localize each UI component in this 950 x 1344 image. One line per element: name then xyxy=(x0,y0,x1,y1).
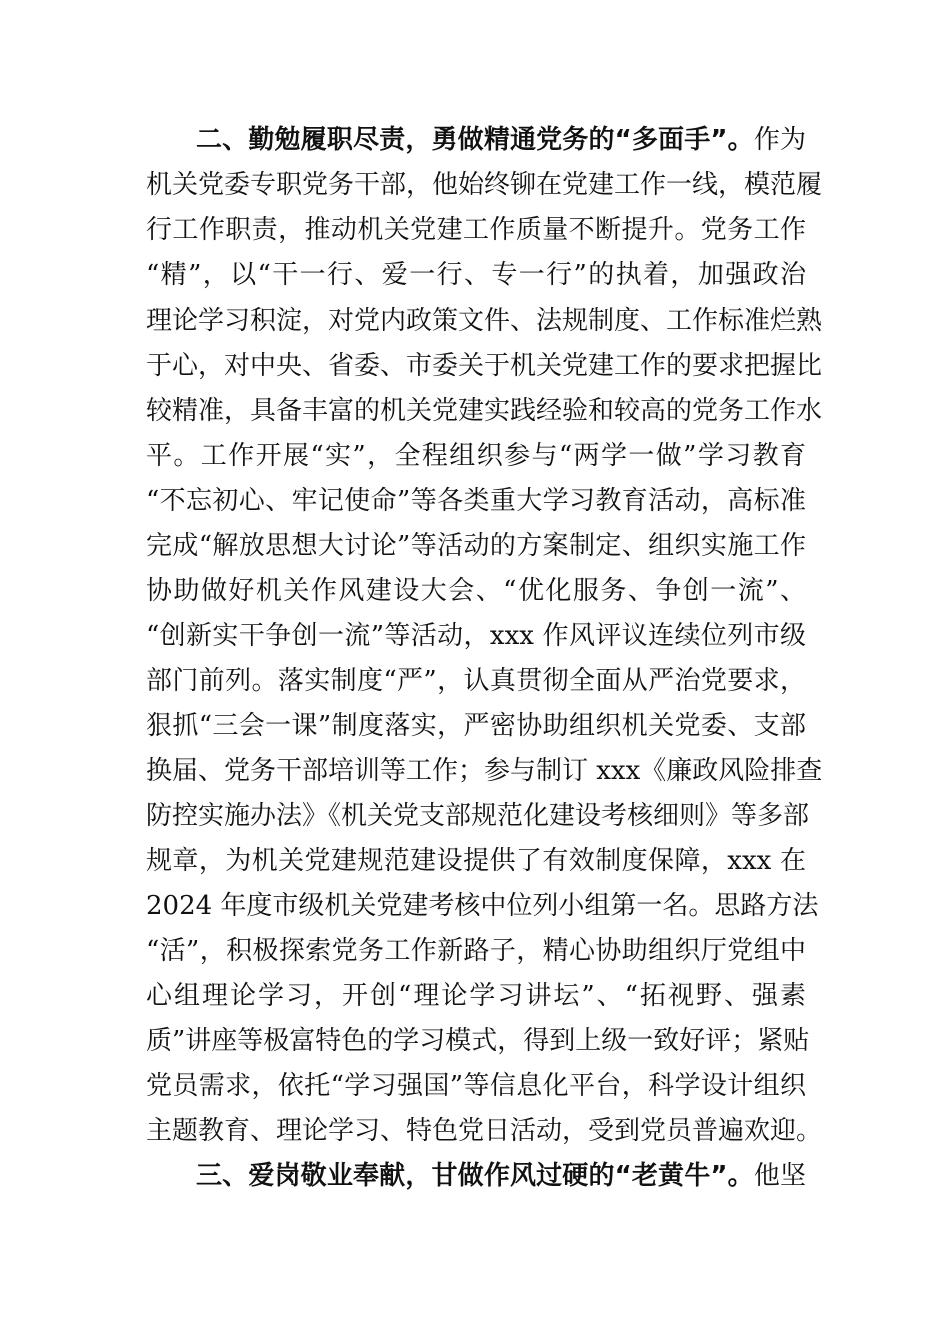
paragraph-line: 理论学习积淀，对党内政策文件、法规制度、工作标准烂熟 xyxy=(146,306,823,336)
paragraph-line: 2024 年度市级机关党建考核中位列小组第一名。思路方法 xyxy=(146,891,819,921)
section-2-heading: 二、勤勉履职尽责，勇做精通党务的“多面手”。 xyxy=(196,125,754,155)
section-3-text: 他坚 xyxy=(753,1161,806,1191)
paragraph-line: 于心，对中央、省委、市委关于机关党建工作的要求把握比 xyxy=(146,351,823,381)
section-2-line-1 xyxy=(196,125,806,155)
paragraph-line: 换届、党务干部培训等工作；参与制订 xxx《廉政风险排查 xyxy=(146,756,823,786)
paragraph-line: 协助做好机关作风建设大会、“优化服务、争创一流”、 xyxy=(146,576,806,606)
paragraph-line: 心组理论学习，开创“理论学习讲坛”、“拓视野、强素 xyxy=(146,981,806,1011)
paragraph-line: 规章，为机关党建规范建设提供了有效制度保障，xxx 在 xyxy=(146,846,806,876)
paragraph-line: 部门前列。落实制度“严”，认真贯彻全面从严治党要求， xyxy=(146,666,806,696)
paragraph-line: “创新实干争创一流”等活动，xxx 作风评议连续位列市级 xyxy=(146,621,806,651)
paragraph-line: “活”，积极探索党务工作新路子，精心协助组织厅党组中 xyxy=(146,936,806,966)
paragraph-line: 党员需求，依托“学习强国”等信息化平台，科学设计组织 xyxy=(146,1071,806,1101)
section-3-line-1 xyxy=(196,1161,806,1191)
paragraph-line: 平。工作开展“实”，全程组织参与“两学一做”学习教育 xyxy=(146,441,806,471)
paragraph-line: 防控实施办法》《机关党支部规范化建设考核细则》等多部 xyxy=(146,801,810,831)
paragraph-line: “不忘初心、牢记使命”等各类重大学习教育活动，高标准 xyxy=(146,486,806,516)
paragraph-line: 质”讲座等极富特色的学习模式，得到上级一致好评；紧贴 xyxy=(146,1026,810,1056)
paragraph-line: 较精准，具备丰富的机关党建实践经验和较高的党务工作水 xyxy=(146,396,823,426)
paragraph-line: 狠抓“三会一课”制度落实，严密协助组织机关党委、支部 xyxy=(146,711,806,741)
paragraph-line: 完成“解放思想大讨论”等活动的方案制定、组织实施工作 xyxy=(146,531,806,561)
section-3-heading: 三、爱岗敬业奉献，甘做作风过硬的“老黄牛”。 xyxy=(196,1161,754,1191)
section-2-text: 作为 xyxy=(753,125,806,155)
paragraph-line: 主题教育、理论学习、特色党日活动，受到党员普遍欢迎。 xyxy=(146,1116,823,1146)
paragraph-line: 机关党委专职党务干部，他始终铆在党建工作一线，模范履 xyxy=(146,170,823,200)
paragraph-line: “精”，以“干一行、爱一行、专一行”的执着，加强政治 xyxy=(146,260,806,290)
paragraph-line: 行工作职责，推动机关党建工作质量不断提升。党务工作 xyxy=(146,215,806,245)
